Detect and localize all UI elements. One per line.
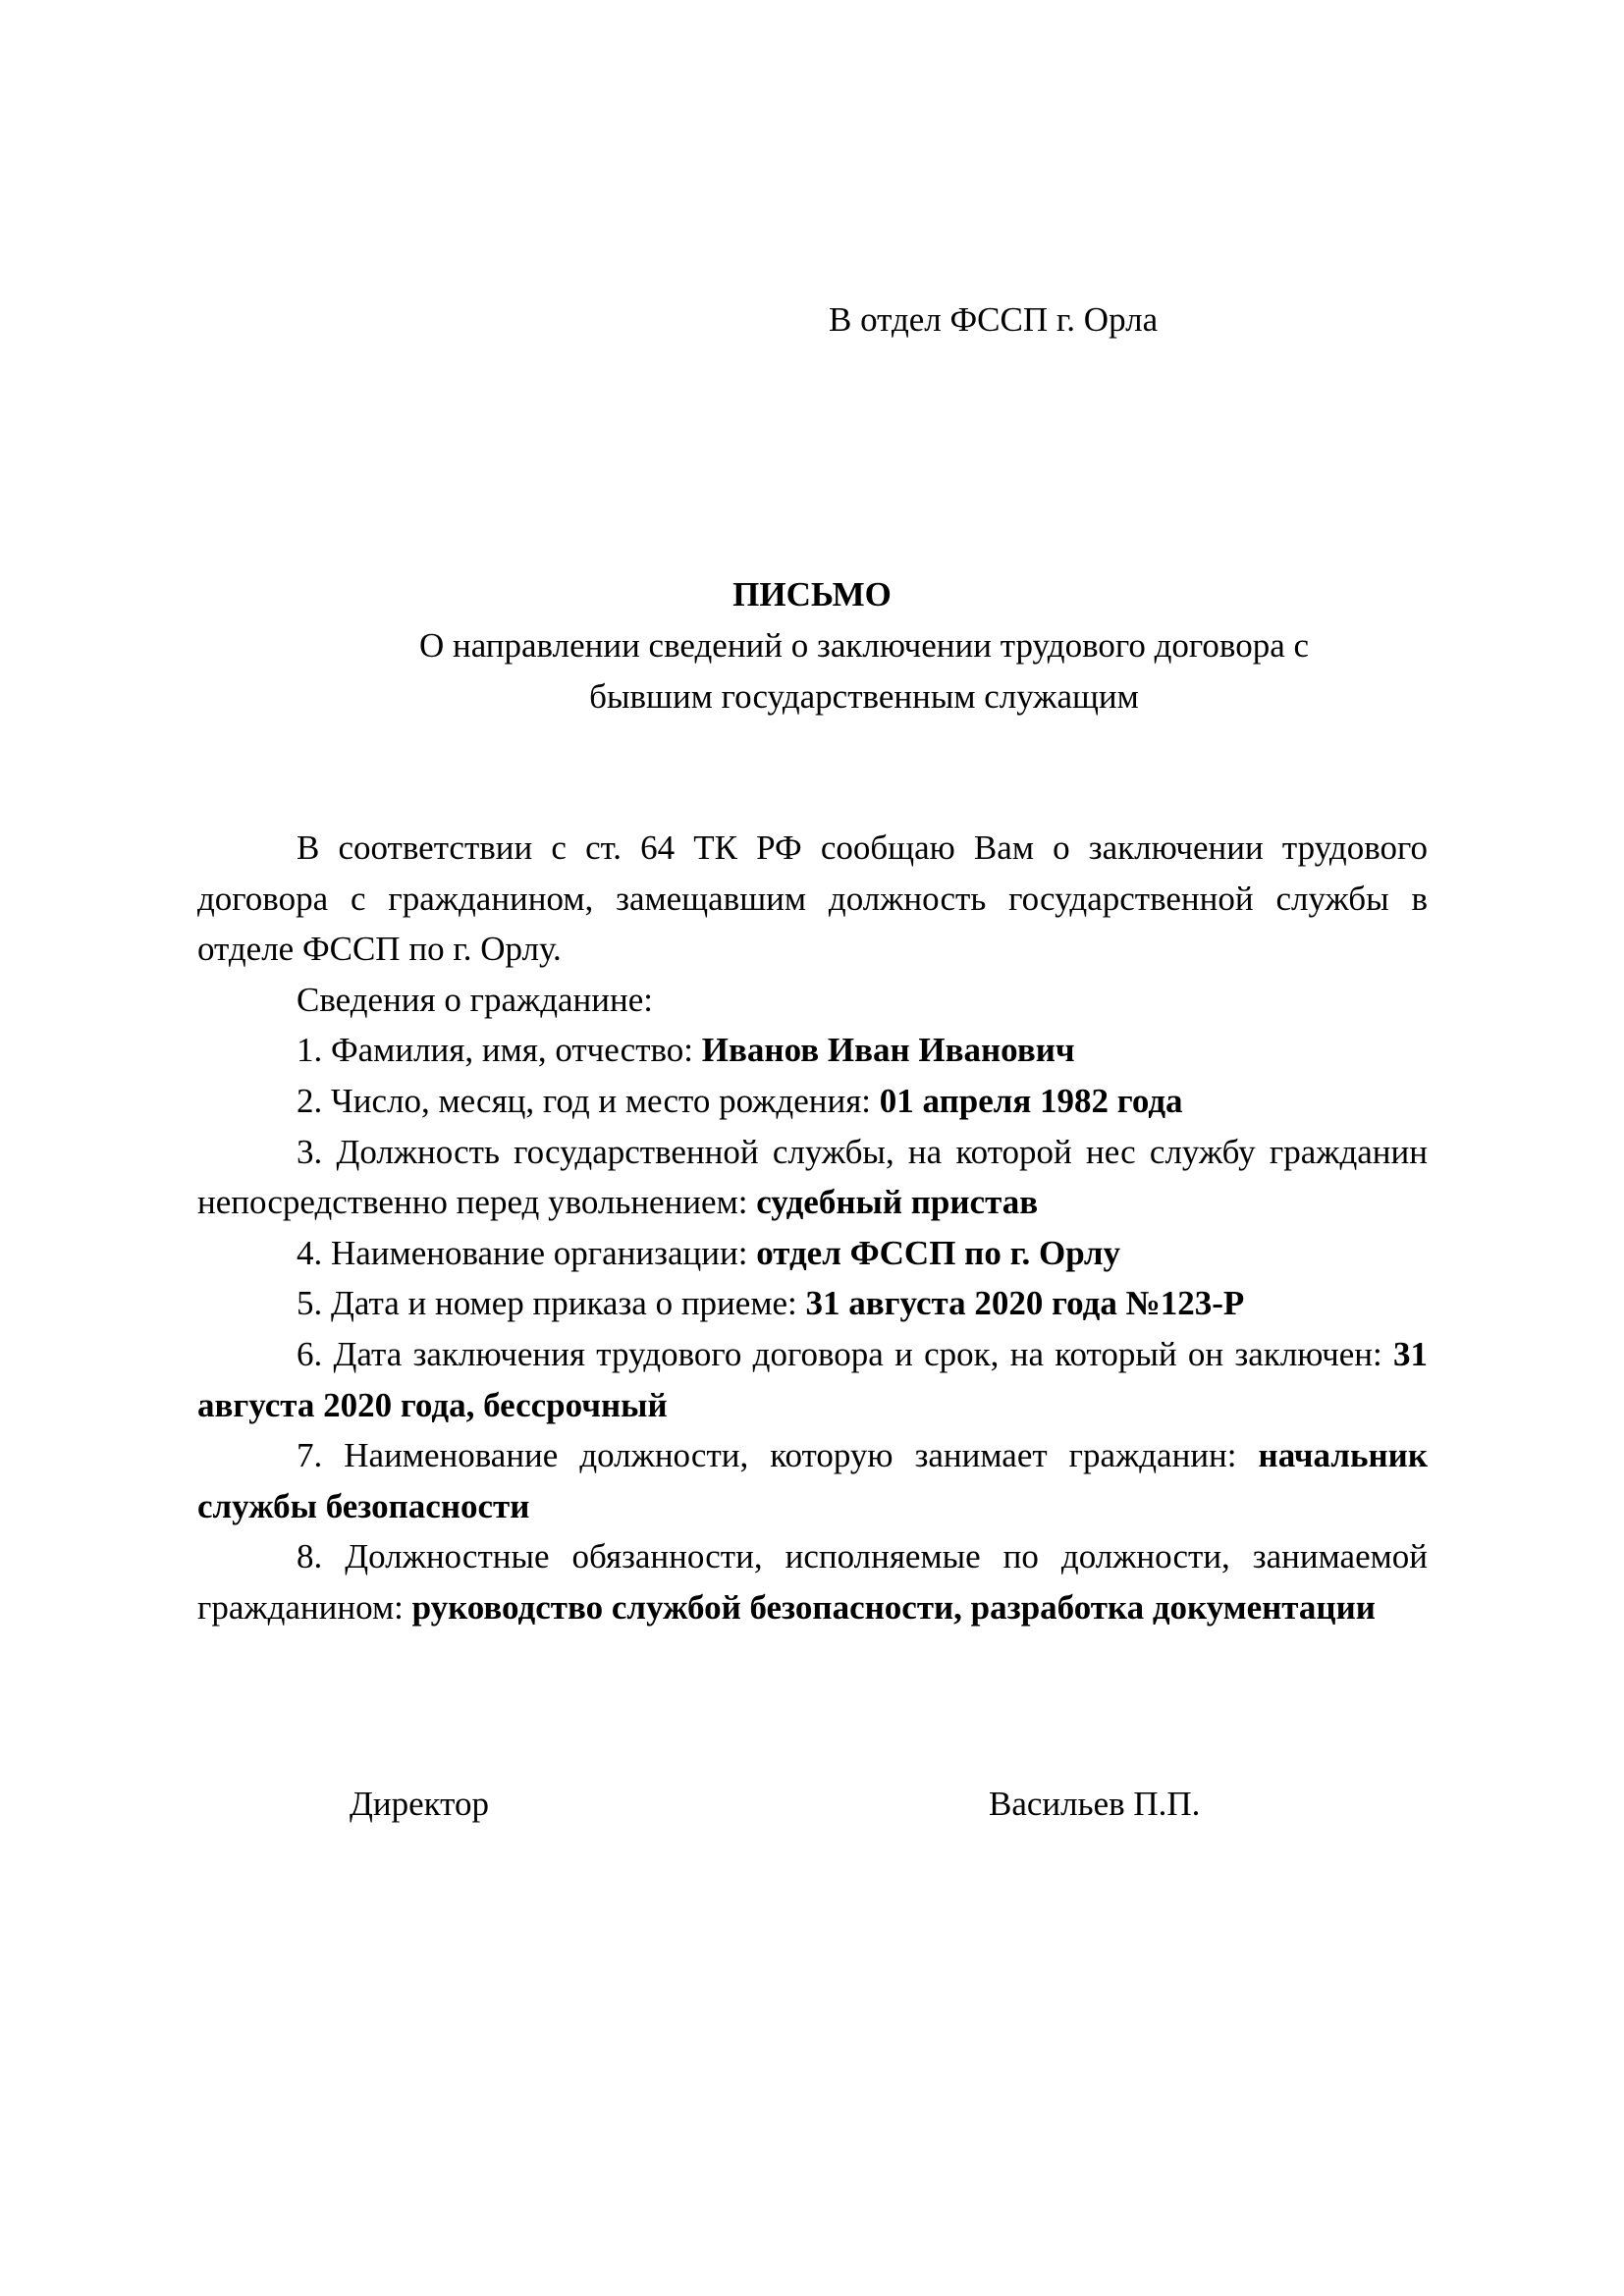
signatory-name: Васильев П.П. xyxy=(989,1785,1201,1823)
detail-item-duties xyxy=(197,1531,1428,1632)
addressee: В отдел ФССП г. Орла xyxy=(829,300,1159,339)
detail-value: руководство службой безопасности, разработка документации xyxy=(411,1587,1376,1627)
letter-body xyxy=(197,823,1428,1633)
detail-label: 4. Наименование организации: xyxy=(297,1233,757,1272)
detail-value: отдел ФССП по г. Орлу xyxy=(756,1233,1120,1272)
detail-label: 5. Дата и номер приказа о приеме: xyxy=(297,1284,806,1323)
intro-paragraph: В соответствии с ст. 64 ТК РФ сообщаю Вам о заключении трудового договора с гражданином, замещавшим должность государственной службы в отделе ФССП по г. Орлу. xyxy=(197,828,1428,969)
signatory-role: Директор xyxy=(350,1785,490,1823)
subtitle-line-1: О направлении сведений о заключении трудового договора с xyxy=(418,626,1310,665)
detail-value: 31 августа 2020 года, бессрочный xyxy=(197,1334,1428,1424)
detail-value: начальник службы безопасности xyxy=(197,1436,1428,1525)
detail-item-full-name xyxy=(197,1025,1428,1076)
detail-label: 8. Должностные обязанности, исполняемые по должности, занимаемой гражданином: xyxy=(197,1537,1428,1627)
detail-item-contract-date xyxy=(197,1329,1428,1430)
detail-item-organization xyxy=(197,1228,1428,1279)
document-subtitle xyxy=(334,620,1394,722)
document-title: ПИСЬМО xyxy=(732,575,892,614)
detail-item-birth-date xyxy=(197,1076,1428,1127)
detail-label: 7. Наименование должности, которую занимает гражданин: xyxy=(297,1436,1259,1475)
detail-label: 6. Дата заключения трудового договора и срок, на который он заключен: xyxy=(297,1334,1393,1373)
detail-value: судебный пристав xyxy=(756,1183,1039,1222)
detail-item-previous-position xyxy=(197,1127,1428,1228)
details-heading: Сведения о гражданине: xyxy=(297,980,654,1019)
detail-value: 31 августа 2020 года №123-Р xyxy=(805,1284,1245,1323)
detail-label: 1. Фамилия, имя, отчество: xyxy=(297,1031,702,1070)
detail-item-current-position xyxy=(197,1430,1428,1531)
detail-label: 3. Должность государственной службы, на которой нес службу гражданин непосредственно перед увольнением: xyxy=(197,1132,1428,1222)
detail-item-order xyxy=(197,1278,1428,1329)
subtitle-line-2: бывшим государственным служащим xyxy=(589,677,1139,716)
detail-value: 01 апреля 1982 года xyxy=(879,1081,1183,1120)
detail-value: Иванов Иван Иванович xyxy=(701,1031,1075,1070)
detail-label: 2. Число, месяц, год и место рождения: xyxy=(297,1081,880,1120)
